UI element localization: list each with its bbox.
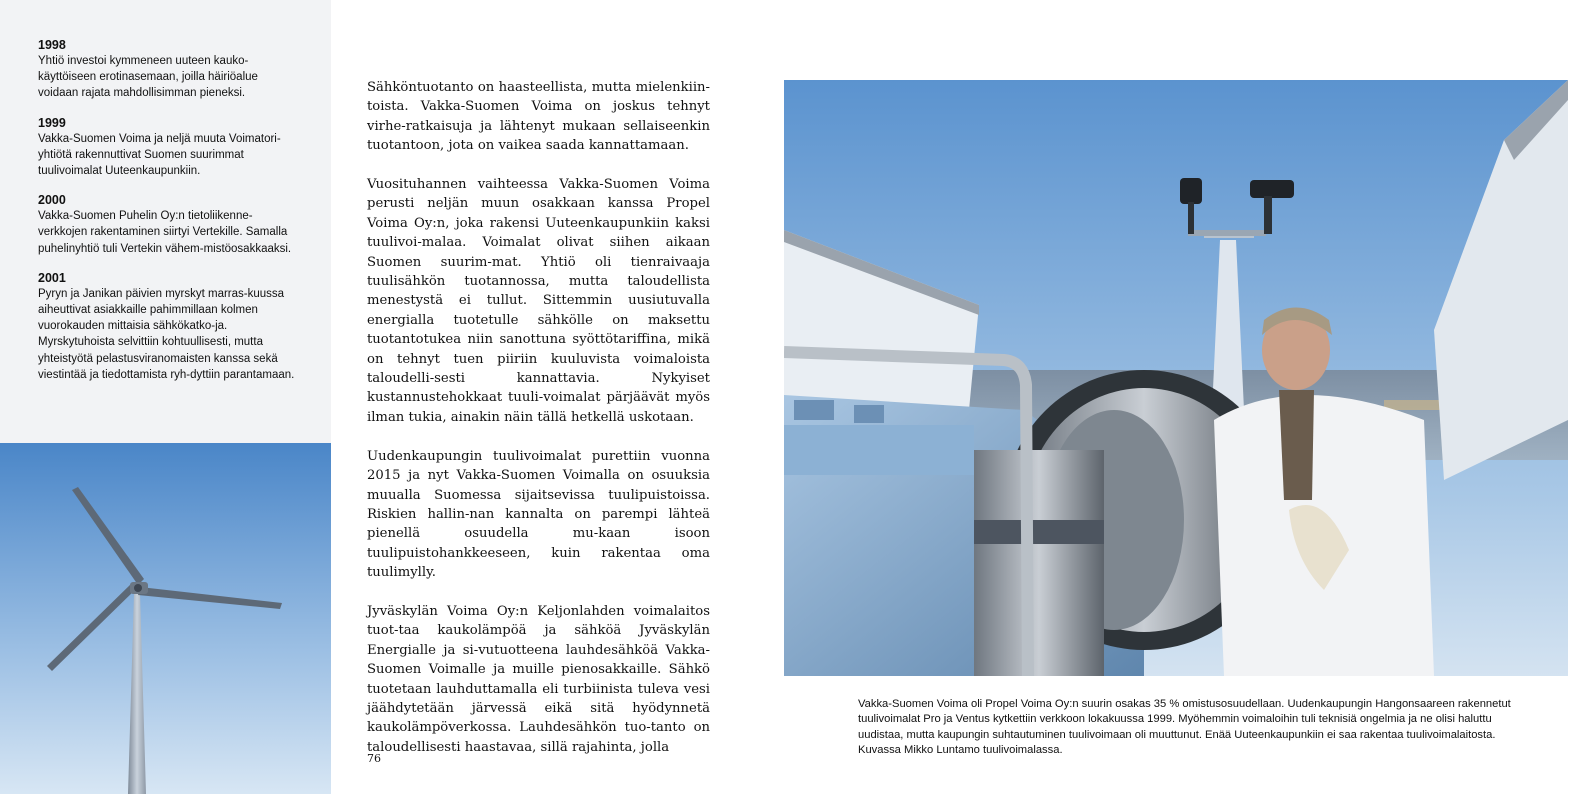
timeline-text: Pyryn ja Janikan päivien myrskyt marras-kuussa aiheuttivat asiakkaille pahimmillaan kolmen vuorokauden mittaisia sähkökatko-ja. Myrskytuhoista selvittiin kohtuullisesti, mutta yhteistyötä pelastusviranomaisten kanssa sekä viestintää ja tiedottamista ryh-dyttiin parantamaan. <box>38 287 295 381</box>
timeline-year: 1999 <box>38 115 66 130</box>
timeline-text: Yhtiö investoi kymmeneen uuteen kauko-käyttöiseen erotinasemaan, joilla häiriöalue voidaan rajata mahdollisimman pieneksi. <box>38 55 258 100</box>
timeline-entry <box>38 38 300 102</box>
turbine-nacelle-photo <box>784 80 1568 676</box>
article-paragraph: Vuosituhannen vaihteessa Vakka-Suomen Voima perusti neljän muun osakkaan kanssa Propel Voima Oy:n, joka rakensi Uuteenkaupunkiin kaksi tuulivoi-malaa. Voimalat olivat siihen aikaan Suomen suurim-mat. Yhtiö oli tienraivaaja tuulisähkön tuotannossa, mutta taloudellista menestystä ei tullut. Sittemmin uusiutuvalla energialla tuotetulle sähkölle on maksettu tuotantotukea niin sanottuna syöttötariffina, mikä on tehnyt tuen piiriin kuuluvista voimaloista taloudelli-sesti kannattavia. Nykyiset kustannustehokkaat tuuli-voimalat pärjäävät myös ilman tukia, ainakin näin tällä hetkellä uskotaan. <box>367 177 710 425</box>
timeline-entry <box>38 193 300 257</box>
article-paragraph: Uudenkaupungin tuulivoimalat purettiin vuonna 2015 ja nyt Vakka-Suomen Voimalla on osuuksia muualla Suomessa sijaitsevissa tuulipuistoissa. Riskien hallin-nan kannalta on parempi lähteä pienellä osuudella mu-kaan isoon tuulipuistohankkeeseen, kuin rakentaa oma tuulimylly. <box>367 448 710 581</box>
timeline-sidebar <box>0 0 331 443</box>
timeline-year: 1998 <box>38 38 66 52</box>
wind-turbine-photo <box>0 443 331 794</box>
wind-vane <box>1250 180 1294 198</box>
timeline-year: 2001 <box>38 270 66 285</box>
article-paragraph: Jyväskylän Voima Oy:n Keljonlahden voimalaitos tuot-taa kaukolämpöä ja sähköä Jyväskylän Energialle ja si-vutuotteena lauhdesähköä Vakka-Suomen Voimalle ja muille pienosakkaille. Sähkö tuotetaan lauhduttamalla eli turbiinista tuleva vesi jäähdytetään järvessä eikä sitä hyödynnetä kaukolämpöverkossa. Lauhdesähkön tuo-tanto on taloudellisesti haastavaa, sillä rajahinta, jolla <box>367 603 710 755</box>
timeline <box>38 38 300 397</box>
page-number: 76 <box>367 752 381 765</box>
timeline-text: Vakka-Suomen Puhelin Oy:n tietoliikenne-verkkojen rakentaminen siirtyi Vertekille. Samalla puhelinyhtiö tuli Vertekin vähem-mistöosakkaaksi. <box>38 210 292 255</box>
timeline-text: Vakka-Suomen Voima ja neljä muuta Voimatori-yhtiötä rakennuttivat Suomen suurimmat tuulivoimalat Uuteenkaupunkiin. <box>38 132 281 178</box>
anemometer <box>1180 178 1202 204</box>
article-paragraph: Sähköntuotanto on haasteellista, mutta mielenkiin-toista. Vakka-Suomen Voima on joskus tehnyt virhe-ratkaisuja ja lähtenyt mukaan sellaiseenkin tuotantoon, jota on vaikea saada kannattamaan. <box>367 80 710 154</box>
timeline-entry <box>38 116 300 180</box>
article-body <box>367 78 710 777</box>
photo-caption: Vakka-Suomen Voima oli Propel Voima Oy:n suurin osakas 35 % omistusosuudellaan. Uudenkaupungin Hangonsaareen rakennetut tuulivoimalat Pro ja Ventus kytkettiin verkkoon lokakuussa 1999. Myöhemmin voimaloihin tuli teknisiä ongelmia ja ne olisi haluttu uudistaa, mutta kaupungin suhtautuminen tuulivoimaan oli muuttunut. Enää Uuteenkaupunkiin ei saa rakentaa tuulivoimalaitosta. Kuvassa Mikko Luntamo tuulivoimalassa. <box>858 698 1511 756</box>
timeline-entry <box>38 271 300 383</box>
timeline-year: 2000 <box>38 193 66 208</box>
